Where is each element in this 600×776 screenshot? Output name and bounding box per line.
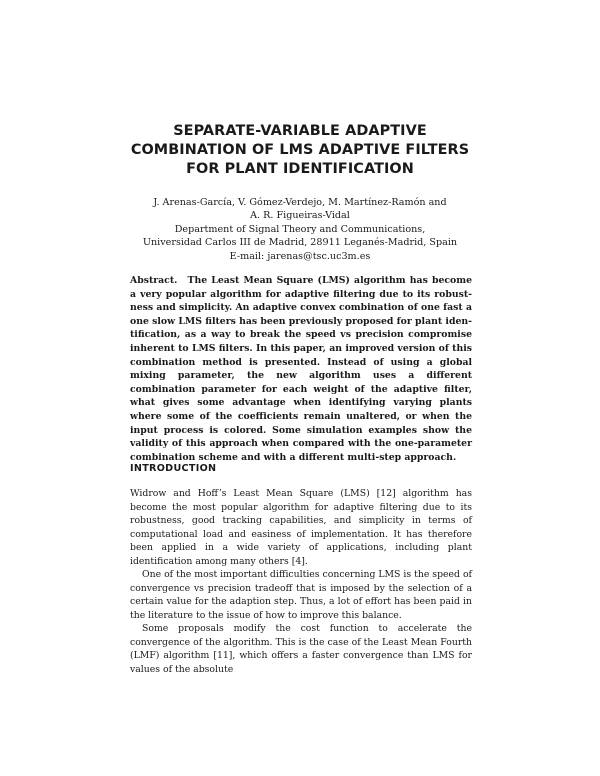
title-line-3: FOR PLANT IDENTIFICATION <box>186 161 414 177</box>
abstract <box>130 274 472 464</box>
paper-title <box>90 122 510 179</box>
abstract-label: Abstract. <box>130 275 178 286</box>
abstract-text: The Least Mean Square (LMS) algorithm has become a very popular algorithm for adaptive filtering due to its robustness and simplicity. An adaptive convex combination of one fast a one slow LMS filters has been previously proposed for plant identification, as a way to break the speed vs precision compromise inherent to LMS filters. In this paper, an improved version of this combination method is presented. Instead of using a global mixing parameter, the new algorithm uses a different combination parameter for each weight of the adaptive filter, what gives some advantage when identifying varying plants where some of the coefficients remain unaltered, or when the input process is colored. Some simulation examples show the validity of this approach when compared with the one-parameter combination scheme and with a different multi-step approach. <box>130 275 472 463</box>
title-line-2: COMBINATION OF LMS ADAPTIVE FILTERS <box>130 142 470 158</box>
paragraph: One of the most important difficulties concerning LMS is the speed of convergence vs precision tradeoff that is imposed by the selection of a certain value for the adaption step. Thus, a lot of effort has been paid in the literature to the issue of how to improve this balance. <box>130 569 472 621</box>
paragraph: Widrow and Hoff’s Least Mean Square (LMS) [12] algorithm has become the most popular algorithm for adaptive filtering due to its robustness, good tracking capabilities, and simplicity in terms of computational load and easiness of implementation. It has therefore been applied in a wide variety of applications, including plant identification among many others [4]. <box>130 488 472 567</box>
author-department: Department of Signal Theory and Communications, <box>174 223 426 235</box>
author-block <box>100 196 500 263</box>
section-heading-introduction: INTRODUCTION <box>130 463 217 474</box>
title-line-1: SEPARATE-VARIABLE ADAPTIVE <box>173 123 427 139</box>
author-names-line-1: J. Arenas-García, V. Gómez-Verdejo, M. Martínez-Ramón and <box>153 197 447 208</box>
author-email: E-mail: jarenas@tsc.uc3m.es <box>229 250 371 262</box>
author-university: Universidad Carlos III de Madrid, 28911 Leganés-Madrid, Spain <box>142 237 458 249</box>
introduction-body <box>130 487 472 676</box>
paragraph: Some proposals modify the cost function to accelerate the convergence of the algorithm. This is the case of the Least Mean Fourth (LMF) algorithm [11], which offers a faster convergence than LMS for values of the absolute <box>130 623 472 675</box>
author-names-line-2: A. R. Figueiras-Vidal <box>250 210 350 222</box>
